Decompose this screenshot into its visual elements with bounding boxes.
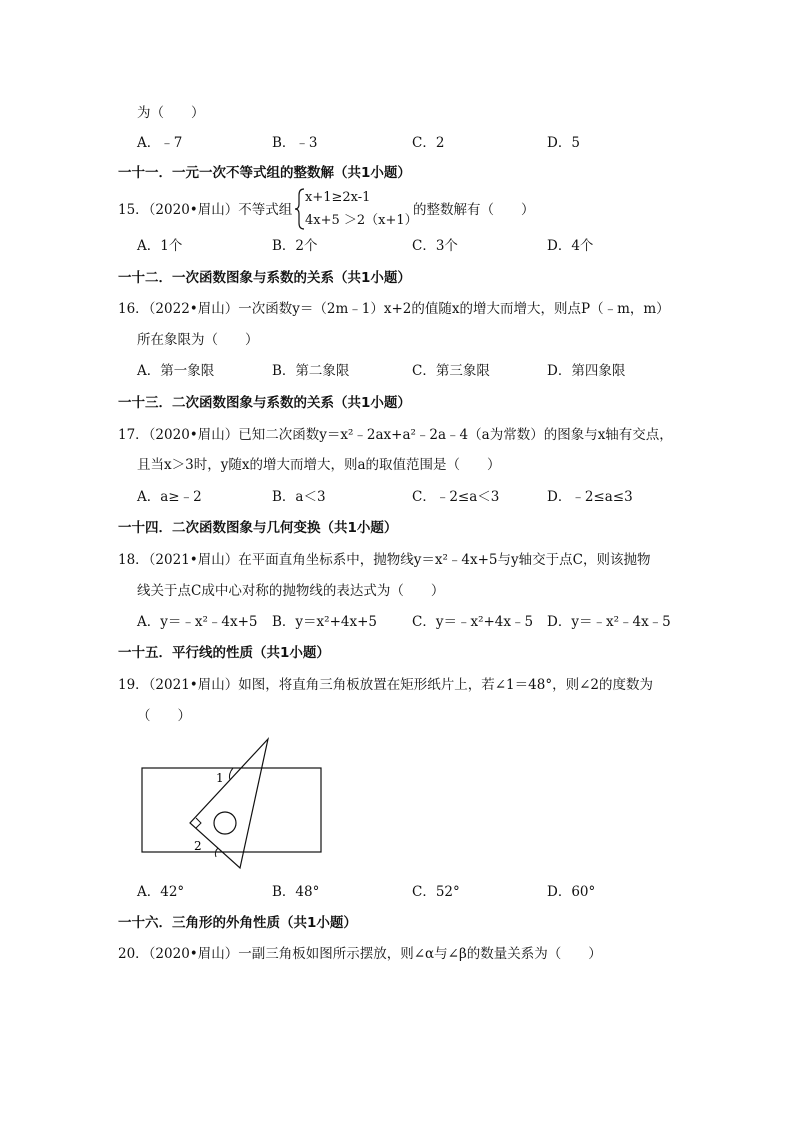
q15-inequality-1: x+1≥2x-1 — [305, 190, 371, 205]
q17-line-1: 17．（2020•眉山）已知二次函数y＝x²﹣2ax+a²﹣2a﹣4（a为常数）的图象与x轴有交点， — [118, 427, 673, 443]
q19-figure — [130, 730, 340, 875]
q15-suffix: 的整数解有（ ） — [413, 202, 535, 218]
q18-option-c: C．y＝﹣x²+4x﹣5 — [412, 614, 534, 630]
section-heading-13: 一十三．二次函数图象与系数的关系（共1小题） — [118, 395, 411, 411]
q15-option-b: B．2个 — [272, 238, 318, 254]
q18-option-a: A．y＝﹣x²﹣4x+5 — [137, 614, 258, 630]
q18-option-d: D．y＝﹣x²﹣4x﹣5 — [547, 614, 671, 630]
q15-option-d: D．4个 — [547, 238, 594, 254]
q19-option-d: D．60° — [547, 884, 596, 900]
q17-option-c: C．﹣2≤a＜3 — [412, 489, 500, 505]
right-angle-mark — [196, 818, 201, 828]
q14-tail: 为（ ） — [137, 105, 205, 121]
q17-option-a: A．a≥﹣2 — [137, 489, 202, 505]
q19-line-1: 19．（2021•眉山）如图，将直角三角板放置在矩形纸片上，若∠1＝48°，则∠2的度数为 — [118, 677, 653, 693]
q16-line-2: 所在象限为（ ） — [137, 332, 259, 348]
q19-option-a: A．42° — [137, 884, 185, 900]
q16-option-b: B．第二象限 — [272, 363, 350, 379]
angle-label-2: 2 — [194, 839, 202, 853]
rectangle-paper — [142, 768, 321, 852]
q17-option-d: D．﹣2≤a≤3 — [547, 489, 633, 505]
q18-line-2: 线关于点C成中心对称的抛物线的表达式为（ ） — [137, 583, 445, 599]
q16-option-d: D．第四象限 — [547, 363, 626, 379]
section-heading-14: 一十四．二次函数图象与几何变换（共1小题） — [118, 520, 398, 536]
q15-option-c: C．3个 — [412, 238, 458, 254]
q19-line-2: （ ） — [137, 708, 191, 724]
q15-prefix: 15．（2020•眉山）不等式组 — [118, 202, 293, 218]
q14-option-b: B．﹣3 — [272, 135, 318, 151]
triangle-set-square — [190, 739, 268, 868]
q16-line-1: 16．（2022•眉山）一次函数y＝（2m﹣1）x+2的值随x的增大而增大，则点P（﹣m，m） — [118, 301, 670, 317]
q20-line-1: 20．（2020•眉山）一副三角板如图所示摆放，则∠α与∠β的数量关系为（ ） — [118, 946, 602, 962]
q15-inequality-2: 4x+5 ＞2（x+1） — [305, 213, 418, 228]
q17-line-2: 且当x＞3时，y随x的增大而增大，则a的取值范围是（ ） — [137, 457, 501, 473]
q18-option-b: B．y＝x²+4x+5 — [272, 614, 377, 630]
section-heading-16: 一十六．三角形的外角性质（共1小题） — [118, 915, 357, 931]
q14-option-d: D．5 — [547, 135, 580, 151]
triangle-hole-circle — [214, 812, 236, 834]
angle-label-1: 1 — [216, 771, 224, 785]
q14-option-a: A．﹣7 — [137, 135, 183, 151]
q15-option-a: A．1个 — [137, 238, 183, 254]
q18-line-1: 18．（2021•眉山）在平面直角坐标系中，抛物线y＝x²﹣4x+5与y轴交于点C，则该抛物 — [118, 552, 651, 568]
section-heading-15: 一十五．平行线的性质（共1小题） — [118, 645, 330, 661]
q17-option-b: B．a＜3 — [272, 489, 326, 505]
section-heading-12: 一十二．一次函数图象与系数的关系（共1小题） — [118, 270, 411, 286]
q14-option-c: C．2 — [412, 135, 445, 151]
q19-option-b: B．48° — [272, 884, 320, 900]
q16-option-a: A．第一象限 — [137, 363, 215, 379]
q16-option-c: C．第三象限 — [412, 363, 490, 379]
q19-option-c: C．52° — [412, 884, 460, 900]
section-heading-11: 一十一．一元一次不等式组的整数解（共1小题） — [118, 165, 411, 181]
